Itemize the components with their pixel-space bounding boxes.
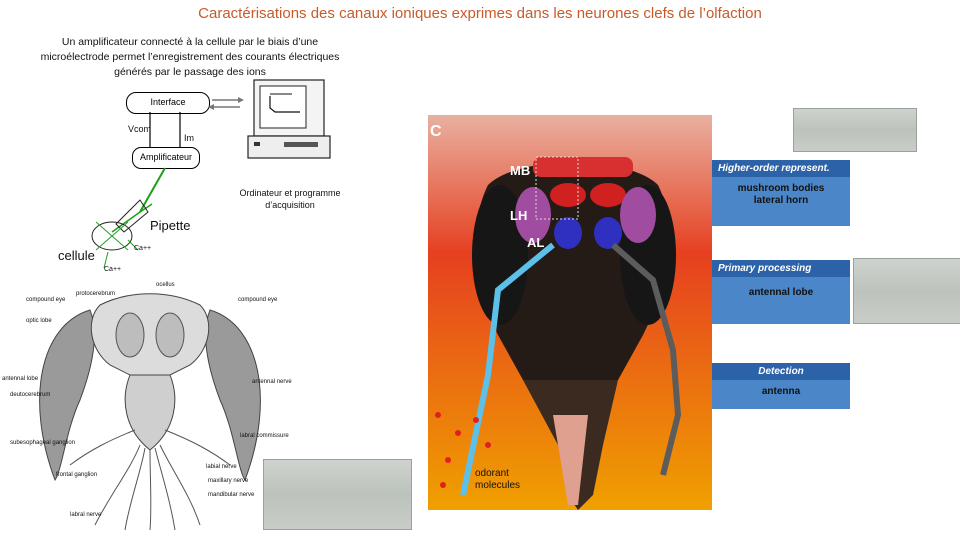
amplifier-label: Amplificateur	[139, 152, 193, 162]
detection-panel	[712, 363, 850, 409]
description-text: Un amplificateur connecté à la cellule par le biais d’une microélectrode permet l’enregistrement des courants électriques générés par le passage des ions	[40, 36, 340, 78]
anatomy-label-14: labral nerve	[70, 512, 102, 518]
region-al: AL	[527, 235, 545, 250]
pipette-label: Pipette	[150, 218, 191, 233]
region-mb: MB	[510, 163, 531, 178]
bee-head-illustration	[428, 115, 712, 510]
anatomy-label-1: ocellus	[156, 282, 175, 288]
ion-label-1: Ca++	[134, 245, 152, 252]
microscopy-image-right	[853, 258, 960, 324]
higher-order-panel	[712, 160, 850, 226]
computer-icon	[248, 80, 330, 158]
anatomy-label-9: frontal ganglion	[56, 472, 98, 478]
anatomy-label-0: protocerebrum	[76, 291, 116, 297]
odorant-label: odorant molecules	[475, 468, 521, 491]
anatomy-label-12: maxillary nerve	[208, 478, 249, 484]
cell-label: cellule	[58, 248, 95, 263]
vcom-label: Vcom	[128, 124, 152, 134]
anatomy-label-7: antennal nerve	[252, 379, 292, 385]
detection-title: Detection	[712, 363, 850, 380]
detection-text: antenna	[761, 386, 801, 397]
anatomy-label-2: compound eye	[26, 297, 66, 303]
panel-letter: C	[430, 123, 442, 140]
page-title: Caractérisations des canaux ioniques exprimes dans les neurones clefs de l’olfaction	[198, 5, 762, 22]
microscopy-image-top	[793, 108, 917, 152]
anatomy-label-11: labial nerve	[206, 464, 237, 470]
microscopy-image-bottom	[263, 459, 412, 530]
anatomy-label-4: optic lobe	[26, 318, 52, 324]
primary-processing-panel	[712, 260, 850, 324]
anatomy-label-6: deutocerebrum	[10, 392, 51, 398]
anatomy-label-10: labral commissure	[240, 433, 289, 439]
im-label: Im	[184, 133, 194, 143]
anatomy-label-13: mandibular nerve	[208, 492, 255, 498]
higher-order-text: mushroom bodies lateral horn	[737, 183, 825, 206]
ion-label-2: Ca++	[104, 266, 122, 273]
higher-order-title: Higher-order represent.	[712, 160, 850, 177]
anatomy-label-3: compound eye	[238, 297, 278, 303]
interface-label: Interface	[150, 97, 186, 107]
primary-processing-text: antennal lobe	[748, 287, 814, 298]
anatomy-label-8: subesophageal ganglion	[10, 440, 76, 446]
primary-processing-title: Primary processing	[712, 260, 850, 277]
anatomy-label-5: antennal lobe	[2, 376, 39, 382]
computer-label: Ordinateur et programme d’acquisition	[239, 188, 341, 210]
region-lh: LH	[510, 208, 528, 223]
cell-illustration	[92, 200, 148, 268]
